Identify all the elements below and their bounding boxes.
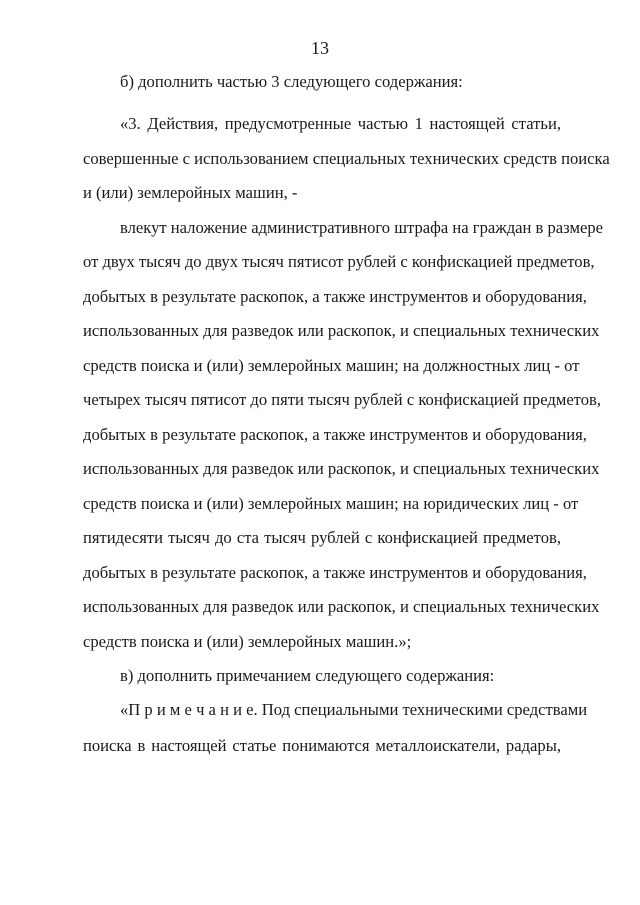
paragraph-line: и (или) землеройных машин, - (83, 183, 298, 202)
paragraph-line: в) дополнить примечанием следующего содержания: (120, 666, 495, 685)
paragraph-line: добытых в результате раскопок, а также инструментов и оборудования, (83, 287, 587, 306)
paragraph-line: использованных для разведок или раскопок, и специальных технических (83, 459, 600, 478)
paragraph-line: использованных для разведок или раскопок, и специальных технических (83, 597, 600, 616)
paragraph-line: влекут наложение административного штрафа на граждан в размере (120, 218, 604, 237)
paragraph-line: четырех тысяч пятисот до пяти тысяч рублей с конфискацией предметов, (83, 390, 601, 409)
paragraph-line: «3. Действия, предусмотренные частью 1 настоящей статьи, (120, 114, 561, 133)
paragraph-line: «П р и м е ч а н и е. Под специальными техническими средствами (120, 700, 588, 719)
page-number: 13 (311, 38, 329, 58)
paragraph-line: средств поиска и (или) землеройных машин; на должностных лиц - от (83, 356, 580, 375)
paragraph-line: добытых в результате раскопок, а также инструментов и оборудования, (83, 425, 587, 444)
paragraph-line: поиска в настоящей статье понимаются металлоискатели, радары, (83, 736, 561, 755)
paragraph-line: средств поиска и (или) землеройных машин; на юридических лиц - от (83, 494, 579, 513)
paragraph-line: пятидесяти тысяч до ста тысяч рублей с конфискацией предметов, (83, 528, 561, 547)
paragraph-line: добытых в результате раскопок, а также инструментов и оборудования, (83, 563, 587, 582)
paragraph-line: совершенные с использованием специальных технических средств поиска (83, 149, 610, 168)
paragraph-line: средств поиска и (или) землеройных машин.»; (83, 632, 412, 651)
paragraph-line: от двух тысяч до двух тысяч пятисот рублей с конфискацией предметов, (83, 252, 595, 271)
paragraph-line: б) дополнить частью 3 следующего содержания: (120, 72, 463, 91)
paragraph-line: использованных для разведок или раскопок, и специальных технических (83, 321, 600, 340)
